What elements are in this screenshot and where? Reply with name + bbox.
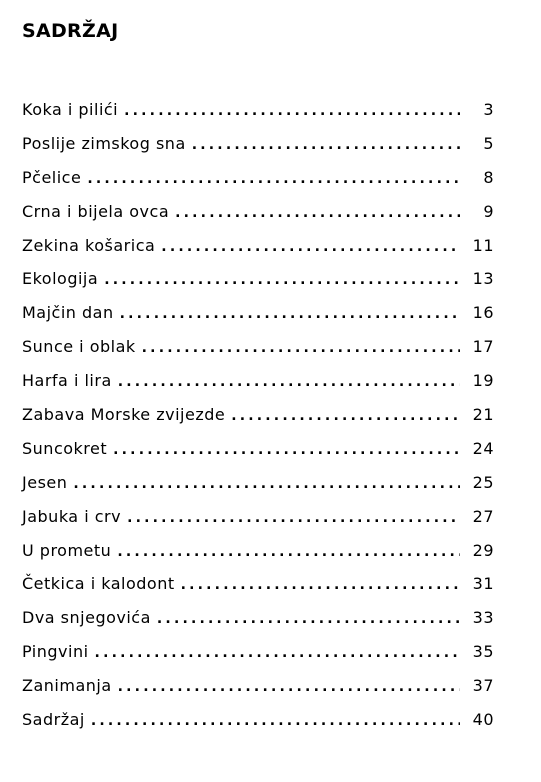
toc-entry-page-number: 9 xyxy=(483,201,494,221)
toc-entry[interactable] xyxy=(22,676,494,710)
toc-entry-title: Četkica i kalodont xyxy=(22,574,175,594)
dot-leader xyxy=(87,171,460,187)
toc-entry[interactable] xyxy=(22,608,494,642)
toc-entry-page-number: 27 xyxy=(472,506,494,526)
dot-leader xyxy=(91,713,460,729)
toc-entry-page-number: 5 xyxy=(483,133,494,153)
dot-leader xyxy=(175,205,460,221)
toc-entry-title: Sunce i oblak xyxy=(22,337,136,357)
toc-entry-title: Crna i bijela ovca xyxy=(22,201,170,221)
toc-entry[interactable] xyxy=(22,337,494,371)
toc-entry-page-number: 13 xyxy=(472,269,494,289)
dot-leader xyxy=(181,577,460,593)
toc-entry-title: Poslije zimskog sna xyxy=(22,133,186,153)
toc-entry-page-number: 40 xyxy=(472,710,494,730)
dot-leader xyxy=(157,611,460,627)
toc-entry-page-number: 19 xyxy=(472,371,494,391)
toc-entry[interactable] xyxy=(22,269,494,303)
dot-leader xyxy=(127,510,460,526)
toc-entry[interactable] xyxy=(22,371,494,405)
dot-leader xyxy=(118,679,460,695)
toc-entry-page-number: 8 xyxy=(483,167,494,187)
dot-leader xyxy=(117,544,460,560)
toc-entry[interactable] xyxy=(22,642,494,676)
dot-leader xyxy=(113,442,460,458)
toc-entry-title: Zanimanja xyxy=(22,676,112,696)
toc-entry-title: Majčin dan xyxy=(22,303,114,323)
toc-entry[interactable] xyxy=(22,541,494,575)
toc-entry-page-number: 29 xyxy=(472,540,494,560)
toc-entry-title: Zekina košarica xyxy=(22,235,156,255)
toc-entry-page-number: 31 xyxy=(472,574,494,594)
toc-entry-page-number: 11 xyxy=(472,235,494,255)
dot-leader xyxy=(142,340,460,356)
toc-entry-page-number: 24 xyxy=(472,438,494,458)
toc-entry[interactable] xyxy=(22,710,494,744)
dot-leader xyxy=(231,408,460,424)
toc-entry-title: Zabava Morske zvijezde xyxy=(22,405,226,425)
toc-entry-title: Pčelice xyxy=(22,167,82,187)
toc-entry-title: Sadržaj xyxy=(22,710,85,730)
dot-leader xyxy=(161,239,460,255)
toc-entry[interactable] xyxy=(22,473,494,507)
page-title: SADRŽAJ xyxy=(22,20,119,42)
toc-entry-title: Jesen xyxy=(22,472,68,492)
toc-entry[interactable] xyxy=(22,303,494,337)
toc-entry-page-number: 21 xyxy=(472,405,494,425)
toc-entry-page-number: 16 xyxy=(472,303,494,323)
toc-entry-title: Koka i pilići xyxy=(22,100,119,119)
toc-entry-title: Jabuka i crv xyxy=(22,506,122,526)
toc-entry-page-number: 35 xyxy=(472,642,494,662)
toc-entry-title: Harfa i lira xyxy=(22,371,112,391)
dot-leader xyxy=(104,272,460,288)
toc-entry-title: Suncokret xyxy=(22,438,108,458)
toc-entry-title: Ekologija xyxy=(22,269,99,289)
toc-entry-page-number: 37 xyxy=(472,676,494,696)
toc-entry[interactable] xyxy=(22,405,494,439)
toc-entry[interactable] xyxy=(22,439,494,473)
toc-list xyxy=(22,100,494,744)
dot-leader xyxy=(118,374,460,390)
toc-entry[interactable] xyxy=(22,507,494,541)
toc-entry-page-number: 25 xyxy=(472,472,494,492)
toc-entry[interactable] xyxy=(22,236,494,270)
toc-entry-title: Dva snjegovića xyxy=(22,608,151,628)
toc-entry-page-number: 33 xyxy=(472,608,494,628)
toc-entry[interactable] xyxy=(22,202,494,236)
toc-entry-title: U prometu xyxy=(22,540,112,560)
toc-entry[interactable] xyxy=(22,134,494,168)
dot-leader xyxy=(124,103,460,119)
dot-leader xyxy=(73,476,460,492)
toc-entry[interactable] xyxy=(22,168,494,202)
dot-leader xyxy=(192,137,460,153)
dot-leader xyxy=(95,645,460,661)
toc-entry-page-number: 3 xyxy=(483,100,494,119)
toc-entry-page-number: 17 xyxy=(472,337,494,357)
toc-entry[interactable] xyxy=(22,100,494,134)
dot-leader xyxy=(120,306,460,322)
toc-entry[interactable] xyxy=(22,574,494,608)
toc-entry-title: Pingvini xyxy=(22,642,89,662)
